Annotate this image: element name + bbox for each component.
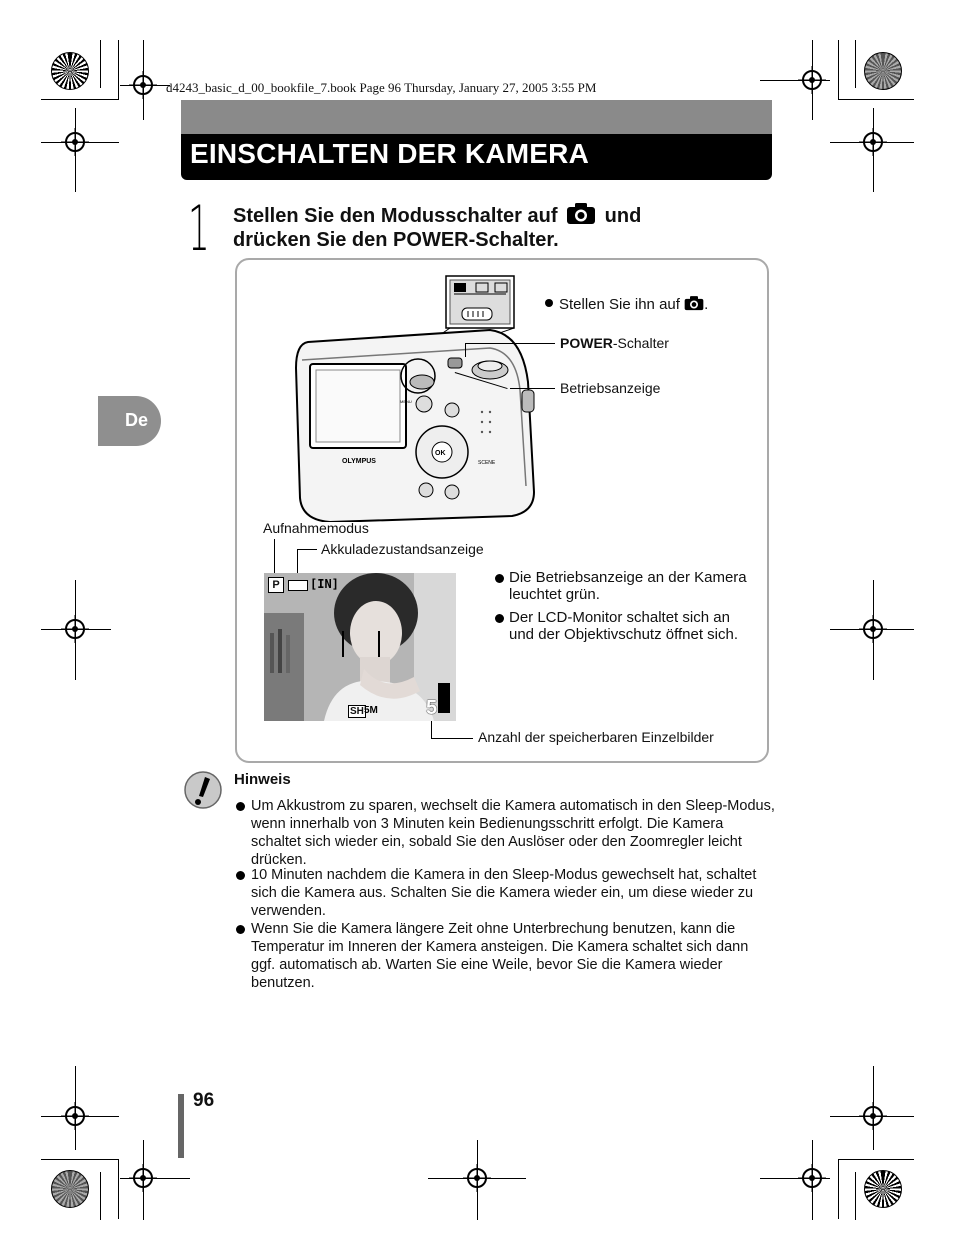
osd-mode-indicator: P	[268, 577, 284, 593]
star-wheel-icon	[51, 52, 89, 90]
print-header: d4243_basic_d_00_bookfile_7.book Page 96 Thursday, January 27, 2005 3:55 PM	[166, 80, 597, 95]
star-wheel-icon	[864, 1170, 902, 1208]
bullet-icon	[545, 299, 553, 307]
osd-memory-indicator: [IN]	[310, 577, 339, 591]
page-number: 96	[193, 1090, 215, 1111]
power-label-rest: -Schalter	[612, 335, 669, 351]
ok-label: OK	[435, 450, 446, 457]
lcd-bullet-text: Der LCD-Monitor schaltet sich an und der Objektivschutz öffnet sich.	[509, 609, 739, 643]
step-line2: drücken Sie den POWER-Schalter.	[233, 229, 559, 251]
osd-image-size: 5M	[364, 705, 378, 716]
note-item-text: Um Akkustrom zu sparen, wechselt die Kamera automatisch in den Sleep-Modus, wenn innerhalb von 3 Minuten kein Bedienungsschritt erfolgt. Die Kamera schaltet sich wieder ein, sobald Sie den Auslöser oder den Zoomregler leicht drücken.	[251, 798, 775, 868]
lcd-bullet-2	[495, 609, 757, 643]
section-title: EINSCHALTEN DER KAMERA	[190, 138, 589, 169]
bullet-icon	[236, 925, 245, 934]
mode-dial-note-text: Stellen Sie ihn auf	[559, 296, 680, 313]
warning-exclamation-icon	[183, 770, 223, 810]
leader-line	[465, 343, 466, 357]
leader-line	[465, 343, 555, 344]
step-instruction	[233, 203, 641, 252]
lcd-bullet-text: Die Betriebsanzeige an der Kamera leuchtet grün.	[509, 569, 747, 603]
leader-line	[510, 388, 555, 389]
registration-target-icon	[61, 128, 89, 156]
camera-mode-icon	[684, 296, 704, 311]
language-tab-label: De	[125, 410, 149, 430]
note-item-text: Wenn Sie die Kamera längere Zeit ohne Unterbrechung benutzen, kann die Temperatur im Inneren der Kamera ansteigen. Die Kamera schaltet sich dann ggf. automatisch ab. Warten Sie eine Weile, bevor Sie die Kamera wieder benutzen.	[251, 921, 749, 991]
registration-target-icon	[129, 1164, 157, 1192]
registration-target-icon	[798, 66, 826, 94]
registration-target-icon	[859, 615, 887, 643]
osd-quality: SH	[350, 706, 364, 717]
frames-remaining-label: Anzahl der speicherbaren Einzelbilder	[478, 729, 714, 745]
step-number: 1	[188, 192, 210, 265]
registration-target-icon	[61, 1102, 89, 1130]
registration-target-icon	[859, 128, 887, 156]
camera-illustration	[290, 272, 550, 522]
registration-target-icon	[798, 1164, 826, 1192]
bullet-icon	[495, 614, 504, 623]
star-wheel-icon	[864, 52, 902, 90]
note-item-text: 10 Minuten nachdem die Kamera in den Sleep-Modus gewechselt hat, schaltet sich die Kamera aus. Schalten Sie die Kamera wieder ein, um diese wieder zu verwenden.	[251, 867, 757, 919]
bullet-icon	[236, 871, 245, 880]
page-number-bar	[178, 1094, 184, 1158]
leader-line	[297, 549, 317, 550]
note-item-1	[236, 797, 776, 869]
scene-label: SCENE	[478, 460, 496, 466]
leader-line	[431, 738, 473, 739]
registration-target-icon	[463, 1164, 491, 1192]
indicator-label: Betriebsanzeige	[560, 380, 661, 396]
menu-label: MENU	[400, 399, 412, 404]
camera-mode-icon	[566, 203, 596, 225]
osd-frame-count: 5	[426, 697, 438, 719]
star-wheel-icon	[51, 1170, 89, 1208]
battery-icon	[288, 580, 308, 591]
shooting-mode-label: Aufnahmemodus	[263, 520, 369, 536]
step-line1-a: Stellen Sie den Modusschalter auf	[233, 205, 558, 227]
registration-target-icon	[859, 1102, 887, 1130]
bullet-icon	[236, 802, 245, 811]
lcd-preview-image	[264, 573, 456, 721]
note-item-2	[236, 866, 776, 920]
registration-target-icon	[61, 615, 89, 643]
header-band	[181, 100, 772, 134]
af-target-mark	[342, 631, 380, 657]
power-label-bold: POWER	[560, 335, 613, 351]
lcd-bullet-1	[495, 569, 757, 603]
brand-logo-text: OLYMPUS	[342, 458, 376, 465]
registration-target-icon	[129, 71, 157, 99]
leader-line	[274, 539, 275, 577]
step-line1-b: und	[604, 205, 642, 227]
battery-label: Akkuladezustandsanzeige	[321, 541, 484, 557]
bullet-icon	[495, 574, 504, 583]
power-switch-label	[560, 335, 669, 352]
note-title: Hinweis	[234, 771, 291, 788]
leader-line	[431, 721, 432, 739]
mode-dial-note: Stellen Sie ihn auf .	[545, 296, 708, 313]
osd-count-bar	[438, 683, 450, 713]
note-item-3	[236, 920, 776, 992]
